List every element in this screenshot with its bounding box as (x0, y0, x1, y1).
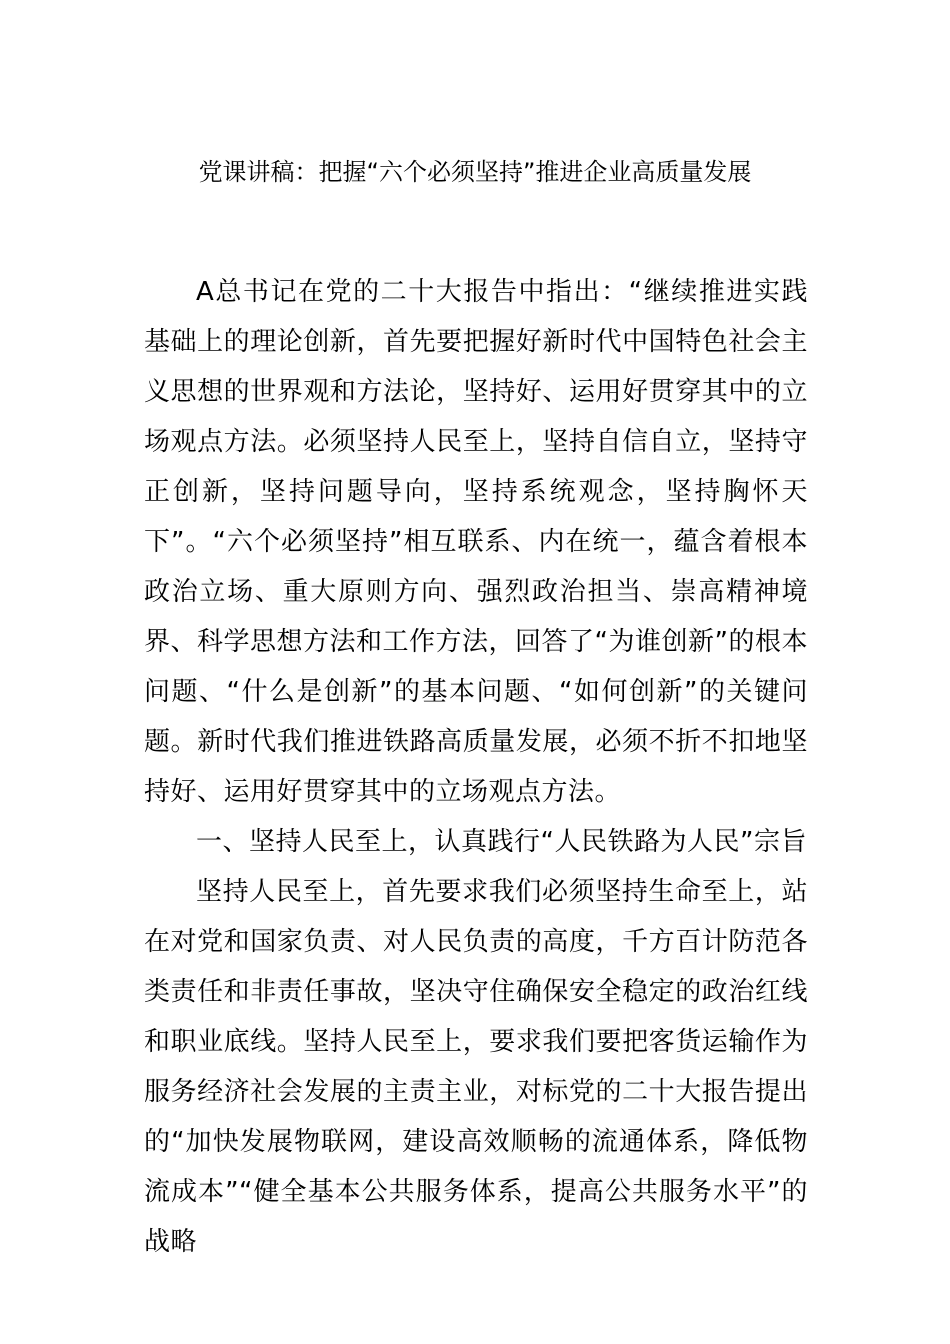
document-body (144, 267, 808, 1267)
paragraph-section-1: 坚持人民至上，首先要求我们必须坚持生命至上，站在对党和国家负责、对人民负责的高度，千方百计防范各类责任和非责任事故，坚决守住确保安全稳定的政治红线和职业底线。坚持人民至上，要求我们要把客货运输作为服务经济社会发展的主责主业，对标党的二十大报告提出的“加快发展物联网，建设高效顺畅的流通体系，降低物流成本”“健全基本公共服务体系，提高公共服务水平”的战略 (144, 877, 808, 1257)
paragraph-intro: A总书记在党的二十大报告中指出：“继续推进实践基础上的理论创新，首先要把握好新时代中国特色社会主义思想的世界观和方法论，坚持好、运用好贯穿其中的立场观点方法。必须坚持人民至上，坚持自信自立，坚持守正创新，坚持问题导向，坚持系统观念，坚持胸怀天下”。“六个必须坚持”相互联系、内在统一，蕴含着根本政治立场、重大原则方向、强烈政治担当、崇高精神境界、科学思想方法和工作方法，回答了“为谁创新”的根本问题、“什么是创新”的基本问题、“如何创新”的关键问题。新时代我们推进铁路高质量发展，必须不折不扣地坚持好、运用好贯穿其中的立场观点方法。 (144, 277, 808, 807)
document-title: 党课讲稿：把握“六个必须坚持”推进企业高质量发展 (198, 158, 752, 186)
section-heading-1: 一、坚持人民至上，认真践行“人民铁路为人民”宗旨 (196, 827, 807, 857)
